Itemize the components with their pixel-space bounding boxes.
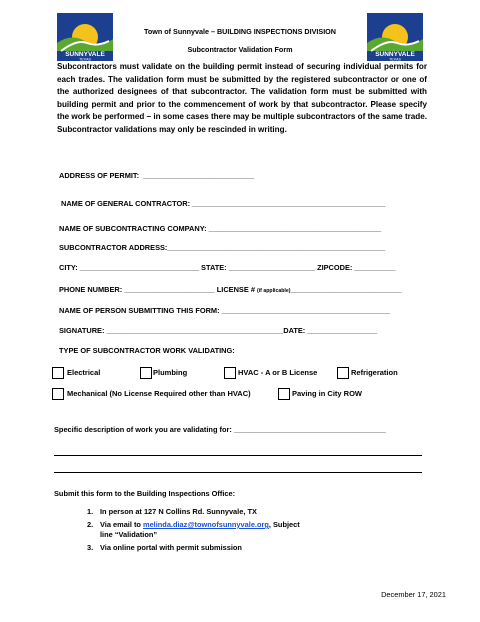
phone-license-field[interactable]: [59, 285, 401, 294]
address-of-permit-field[interactable]: ADDRESS OF PERMIT: ___________________________: [59, 171, 255, 180]
logo-text: SUNNYVALE: [375, 51, 415, 58]
option-2-number: 2.: [87, 520, 94, 529]
option-in-person: In person at 127 N Collins Rd. Sunnyvale, TX: [100, 507, 257, 516]
option-email-subject: line “Validation”: [100, 530, 158, 539]
checkbox-row-1: [52, 366, 452, 380]
plumbing-label: Plumbing: [153, 368, 188, 377]
checkbox-row-2: [52, 387, 452, 401]
option-email-suffix: , Subject: [268, 520, 300, 529]
option-email: [100, 520, 300, 529]
person-submitting-field[interactable]: NAME OF PERSON SUBMITTING THIS FORM: _________________________________________: [59, 306, 391, 315]
option-1-number: 1.: [87, 507, 94, 516]
hvac-checkbox[interactable]: [224, 367, 236, 379]
logo-subtext: TEXAS: [389, 57, 401, 61]
description-line-2[interactable]: [54, 472, 422, 473]
logo-subtext: TEXAS: [79, 57, 91, 61]
license-note: (if applicable): [257, 288, 291, 294]
option-3-number: 3.: [87, 543, 94, 552]
electrical-checkbox[interactable]: [52, 367, 64, 379]
intro-paragraph: Subcontractors must validate on the building permit instead of securing individual permits for each trades. The validation form must be submitted by the registered subcontractor or one of the authorized designees of that subcontractor. The validation form must be submitted with building permit and prior to the commencement of work by that subcontractor. Please specify the work be performed – in some cases there may be multiple subcontractors of the same trade. Subcontractor validations may only be rescinded in writing.: [57, 62, 427, 134]
paving-checkbox[interactable]: [278, 388, 290, 400]
division-title: Town of Sunnyvale – BUILDING INSPECTIONS DIVISION: [144, 27, 336, 36]
mechanical-label: Mechanical (No License Required other than HVAC): [67, 389, 251, 398]
option-portal: Via online portal with permit submission: [100, 543, 242, 552]
description-line-1[interactable]: [54, 455, 422, 456]
general-contractor-field[interactable]: NAME OF GENERAL CONTRACTOR: _______________________________________________: [61, 199, 386, 208]
phone-license-label: PHONE NUMBER: ______________________ LICENSE #: [59, 285, 258, 294]
work-description-field[interactable]: Specific description of work you are validating for: _____________________________________: [54, 425, 386, 434]
license-line: ___________________________: [290, 285, 402, 294]
mechanical-checkbox[interactable]: [52, 388, 64, 400]
email-link[interactable]: melinda.diaz@townofsunnyvale.org: [143, 520, 269, 529]
refrigeration-label: Refrigeration: [351, 368, 398, 377]
subcontractor-address-field[interactable]: SUBCONTRACTOR ADDRESS:_____________________________________________________: [59, 243, 386, 252]
work-type-heading: TYPE OF SUBCONTRACTOR WORK VALIDATING:: [59, 346, 235, 355]
logo-text: SUNNYVALE: [65, 51, 105, 58]
subcontracting-company-field[interactable]: NAME OF SUBCONTRACTING COMPANY: __________________________________________: [59, 224, 382, 233]
paving-label: Paving in City ROW: [292, 389, 363, 398]
city-state-zip-field[interactable]: CITY: _____________________________ STATE: _____________________ ZIPCODE: __________: [59, 263, 396, 272]
form-title: Subcontractor Validation Form: [187, 45, 293, 54]
signature-date-field[interactable]: SIGNATURE: ___________________________________________DATE: _________________: [59, 326, 378, 335]
electrical-label: Electrical: [67, 368, 101, 377]
footer-date: December 17, 2021: [381, 590, 446, 599]
plumbing-checkbox[interactable]: [140, 367, 152, 379]
hvac-label: HVAC - A or B License: [238, 368, 318, 377]
submit-heading: Submit this form to the Building Inspections Office:: [54, 489, 236, 498]
option-email-prefix: Via email to: [100, 520, 143, 529]
refrigeration-checkbox[interactable]: [337, 367, 349, 379]
